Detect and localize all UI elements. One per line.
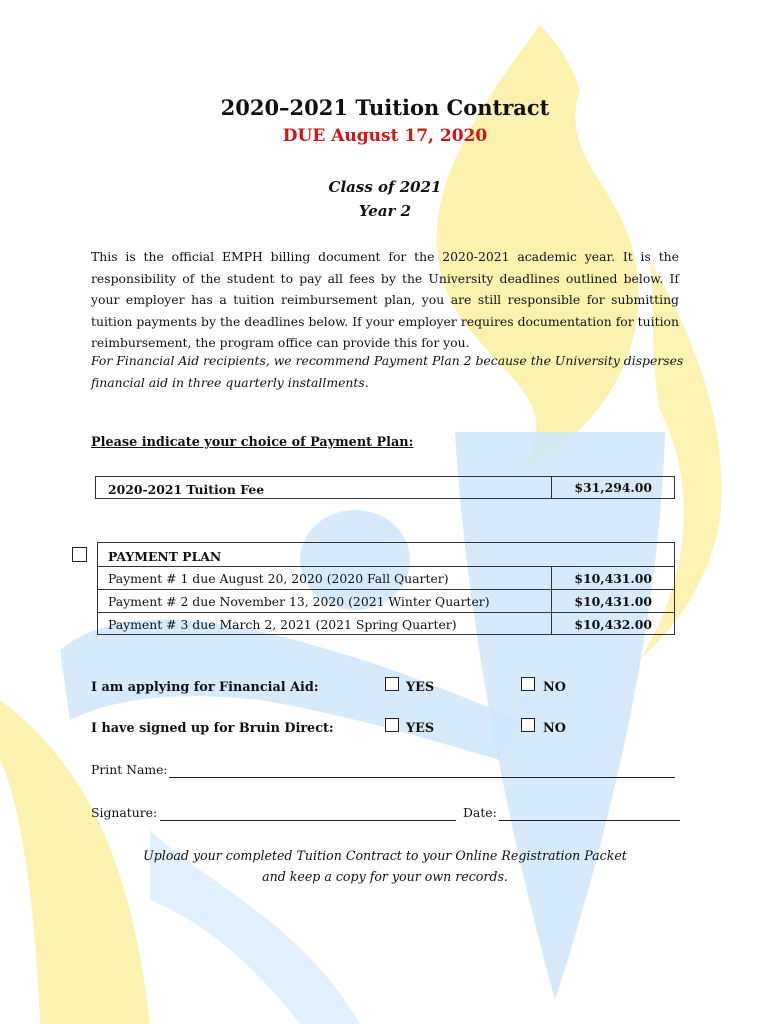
financial-aid-yes-checkbox[interactable] (385, 677, 399, 691)
table-row-line (98, 589, 674, 590)
print-name-label: Print Name: (91, 762, 168, 777)
due-date: DUE August 17, 2020 (282, 126, 488, 146)
intro-paragraph: This is the official EMPH billing document for the 2020-2021 academic year. It is the responsibility of the student to pay all fees by the University deadlines outlined below. If your employer has a tuition reimbursement plan, you are still responsible for submitting tuition payments by the deadlines below. If your employer requires documentation for tuition reimbursement, the program office can provide this for you. (91, 249, 679, 350)
bruin-direct-yes-label: YES (406, 721, 435, 736)
bruin-direct-no-label: NO (543, 721, 566, 736)
date-field[interactable] (499, 820, 680, 821)
table-divider (551, 477, 552, 498)
class-of: Class of 2021 (328, 178, 442, 196)
payment-row-2-label: Payment # 2 due November 13, 2020 (2021 Winter Quarter) (108, 594, 490, 609)
payment-row-1-amount: $10,431.00 (574, 571, 652, 586)
payment-plan-table (97, 542, 675, 635)
financial-aid-note-line2: financial aid in three quarterly installments. (91, 375, 369, 390)
tuition-fee-label: 2020-2021 Tuition Fee (108, 482, 265, 497)
table-divider (551, 566, 552, 634)
tuition-fee-amount: $31,294.00 (574, 480, 652, 495)
financial-aid-no-label: NO (543, 680, 566, 695)
payment-row-2-amount: $10,431.00 (574, 594, 652, 609)
payment-row-1-label: Payment # 1 due August 20, 2020 (2020 Fall Quarter) (108, 571, 449, 586)
print-name-field[interactable] (169, 777, 675, 778)
payment-row-3-amount: $10,432.00 (574, 617, 652, 632)
financial-aid-no-checkbox[interactable] (521, 677, 535, 691)
document-title: 2020–2021 Tuition Contract (220, 95, 550, 120)
bruin-direct-yes-checkbox[interactable] (385, 718, 399, 732)
tuition-fee-table (95, 476, 675, 499)
footer-line1: Upload your completed Tuition Contract to your Online Registration Packet (143, 848, 627, 863)
table-row-line (98, 612, 674, 613)
footer-line2: and keep a copy for your own records. (262, 869, 508, 884)
date-label: Date: (463, 805, 497, 820)
payment-row-3-label: Payment # 3 due March 2, 2021 (2021 Spring Quarter) (108, 617, 457, 632)
bruin-direct-no-checkbox[interactable] (521, 718, 535, 732)
bruin-direct-question: I have signed up for Bruin Direct: (91, 721, 334, 736)
financial-aid-yes-label: YES (406, 680, 435, 695)
financial-aid-note-line1: For Financial Aid recipients, we recommend Payment Plan 2 because the University disperses (91, 353, 684, 368)
signature-field[interactable] (160, 820, 456, 821)
financial-aid-question: I am applying for Financial Aid: (91, 680, 319, 695)
footer-instructions (0, 845, 770, 887)
signature-label: Signature: (91, 805, 158, 820)
payment-plan-title: PAYMENT PLAN (108, 549, 222, 564)
program-year: Year 2 (358, 202, 412, 220)
payment-plan-checkbox[interactable] (72, 547, 87, 562)
financial-aid-note (91, 350, 691, 394)
table-row-line (98, 566, 674, 567)
payment-plan-heading: Please indicate your choice of Payment Plan: (91, 435, 414, 450)
